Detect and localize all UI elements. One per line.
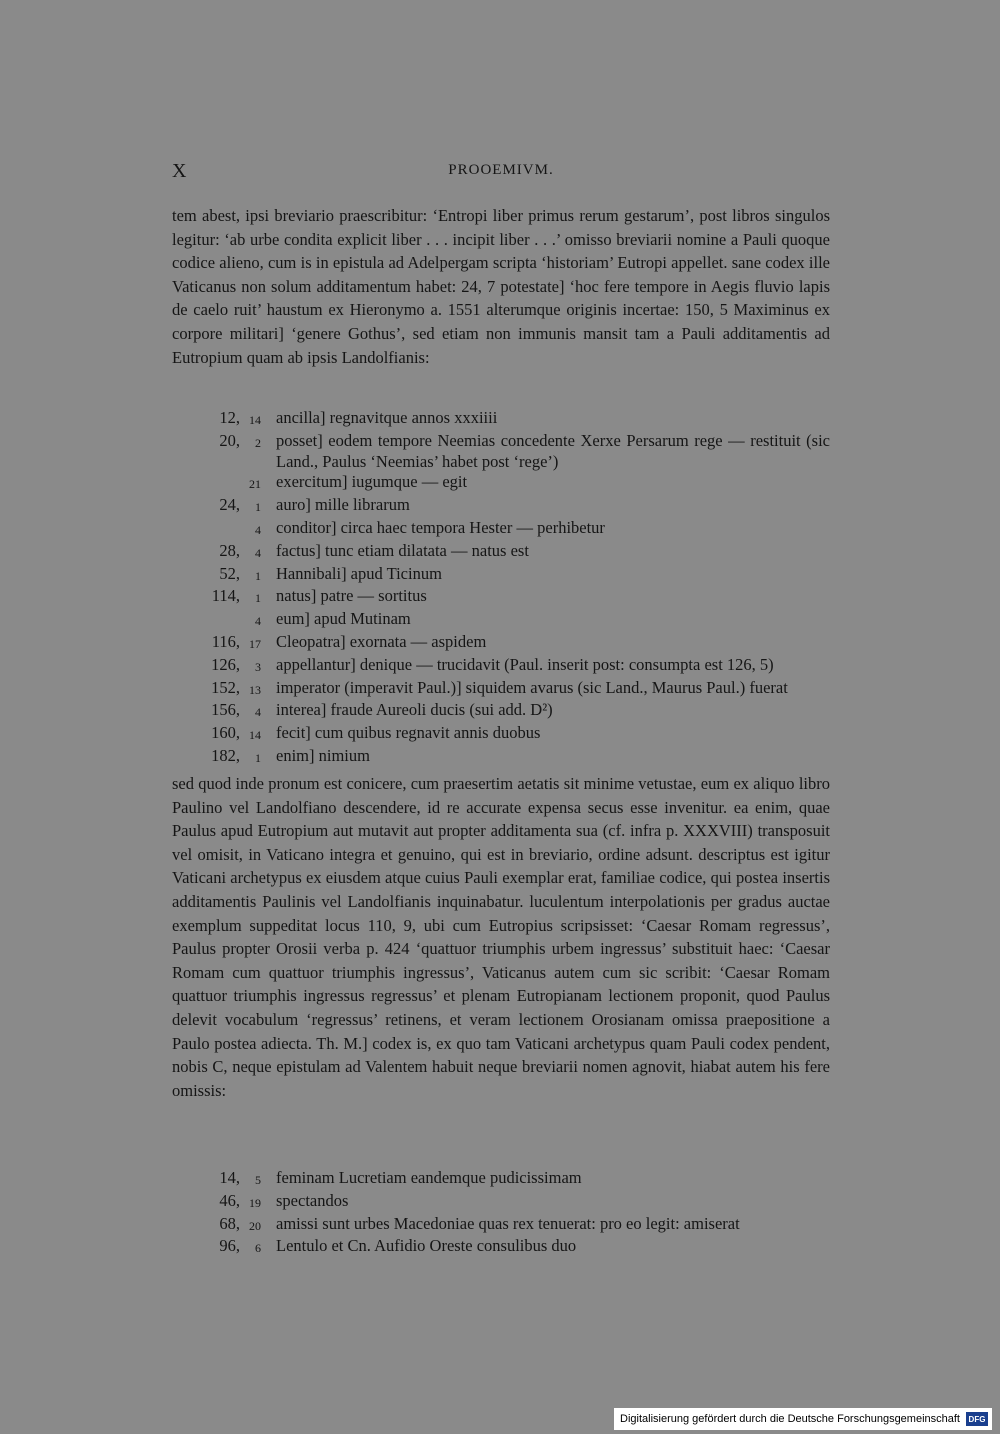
entry-text: conditor] circa haec tempora Hester — perhibetur [276, 517, 605, 537]
paragraph-1 [172, 204, 830, 369]
entry-reference: 28, [219, 540, 240, 560]
page-header [172, 160, 830, 186]
entry-text: ancilla] regnavitque annos xxxiiii [276, 408, 498, 427]
list-item [172, 678, 830, 701]
paragraph-2 [172, 772, 830, 1102]
list-item [172, 723, 830, 746]
entry-line-number: 19 [249, 1195, 261, 1210]
entry-line-number: 1 [255, 500, 261, 515]
entry-text: posset] eodem tempore Neemias concedente Xerxe Persarum rege — restituit (sic Land., Paulus ‘Neemias’ habet post ‘rege’) [276, 430, 830, 471]
entry-line-number: 3 [255, 659, 261, 674]
list-item [172, 472, 830, 495]
entry-reference: 152, [211, 677, 240, 697]
entry-line-number: 6 [255, 1241, 261, 1256]
list-item [172, 1168, 830, 1191]
entry-text: factus] tunc etiam dilatata — natus est [276, 540, 529, 560]
entry-text: appellantur] denique — trucidavit (Paul. inserit post: consumpta est 126, 5) [276, 654, 774, 674]
entry-reference: 14, [219, 1168, 240, 1187]
entry-reference: 156, [211, 700, 240, 720]
entry-line-number: 5 [255, 1173, 261, 1187]
entry-line-number: 4 [255, 522, 261, 537]
entry-reference [172, 518, 240, 541]
entry-text: eum] apud Mutinam [276, 609, 411, 629]
entry-reference: 24, [219, 495, 240, 515]
entry-reference: 116, [211, 631, 240, 651]
footer-credit [614, 1408, 992, 1430]
entry-text: Lentulo et Cn. Aufidio Oreste consulibus duo [276, 1236, 577, 1256]
entry-text: exercitum] iugumque — egit [276, 472, 468, 492]
entry-text: Cleopatra] exornata — aspidem [276, 631, 487, 651]
entry-reference [172, 472, 240, 495]
entry-line-number: 20 [249, 1218, 261, 1233]
entry-text: interea] fraude Aureoli ducis (sui add. D²) [276, 700, 553, 720]
list-item [172, 700, 830, 723]
entry-reference: 182, [211, 745, 240, 765]
running-title: PROOEMIVM. [448, 162, 554, 178]
entry-text: fecit] cum quibus regnavit annis duobus [276, 723, 541, 743]
footer-text: Digitalisierung gefördert durch die Deutsche Forschungsgemeinschaft [620, 1413, 960, 1425]
list-item [172, 586, 830, 609]
paragraph-2-text: sed quod inde pronum est conicere, cum praesertim aetatis sit minime vetustae, eum ex aliquo libro Paulino vel Landolfiano descendere, id re accurate expensa secus esse invenitur. ea enim, quae Paulus apud Eutropium aut mutavit aut propter additamenta sua (cf. infra p. XXXVIII) transposuit vel omisit, in Vaticano integra et genuino, qui est in breviario, ordine adsunt. descriptus est igitur Vaticani archetypus ex eiusdem atque cuius Pauli exemplar erat, familiae codice, qui postea insertis additamentis Paulinis vel Landolfianis inquinabatur. luculentum interpolationis per gradus auctae exemplum suppeditat locus 110, 9, ubi cum Eutropius scripsisset: ‘Caesar Romam regressus’, Paulus propter Orosii verba p. 424 ‘quattuor triumphis urbem ingressus’ substituit haec: ‘Caesar Romam cum quattuor triumphis ingressus’, Vaticanus autem cum sic scribit: ‘Caesar Romam quattuor triumphis ingressus regressus’ et plenam Eutropianam lectionem proponit, quod Paulus delevit vocabulum ‘regressus’ retinens, et veram lectionem Orosianam omissa praepositione a Paulo postea adiecta. Th. M.] codex is, ex quo tam Vaticani archetypus quam Pauli codex pendent, nobis C, neque epistulam ad Valentem habuit neque breviarii nomen agnovit, hiabat autem his fere omissis: [172, 774, 830, 1100]
entry-line-number: 1 [255, 750, 261, 765]
entry-reference: 96, [219, 1236, 240, 1256]
entry-text: imperator (imperavit Paul.)] siquidem avarus (sic Land., Maurus Paul.) fuerat [276, 677, 788, 697]
entry-line-number: 13 [249, 682, 261, 697]
list-item [172, 655, 830, 678]
entry-reference: 20, [219, 430, 240, 450]
entry-text: feminam Lucretiam eandemque pudicissimam [276, 1168, 582, 1187]
dfg-logo: DFG [966, 1412, 988, 1426]
entry-text: enim] nimium [276, 745, 370, 765]
list-item [172, 1191, 830, 1214]
entry-line-number: 1 [255, 591, 261, 606]
list-item [172, 609, 830, 632]
entry-reference: 126, [211, 654, 240, 674]
entry-text: amissi sunt urbes Macedoniae quas rex tenuerat: pro eo legit: amiserat [276, 1213, 740, 1233]
entry-text: Hannibali] apud Ticinum [276, 563, 442, 583]
entry-text: spectandos [276, 1190, 349, 1210]
entry-text: auro] mille librarum [276, 495, 410, 515]
list-item [172, 1236, 830, 1259]
entry-reference: 12, [219, 408, 240, 427]
entry-reference: 114, [211, 586, 240, 606]
list-item [172, 632, 830, 655]
entry-reference: 52, [219, 563, 240, 583]
paragraph-1-text: tem abest, ipsi breviario praescribitur: ‘Entropi liber primus rerum gestarum’, post libros singulos legitur: ‘ab urbe condita explicit liber . . . incipit liber . . .’ omisso breviarii nomine a Pauli quoque codice alieno, cum is in epistula ad Adelpergam scripta ‘historiam’ Eutropi appellet. sane codex ille Vaticanus non solum additamentum habet: 24, 7 potestate] ‘hoc fere tempore in Aegis fluvio lapis de caelo ruit’ haustum ex Hieronymo a. 1551 alterumque originis incertae: 150, 5 Maximinus ex corpore militari] ‘genere Gothus’, sed etiam non immunis mansit tam a Pauli additamentis ad Eutropium quam ab ipsis Landolfianis: [172, 206, 830, 367]
list-item [172, 1214, 830, 1237]
list-item [172, 746, 830, 769]
entry-line-number: 17 [249, 636, 261, 651]
variant-list-1 [172, 408, 830, 769]
entry-line-number: 14 [249, 413, 261, 427]
entry-line-number: 4 [255, 705, 261, 720]
variant-list-2 [172, 1168, 830, 1259]
entry-text: natus] patre — sortitus [276, 586, 427, 606]
list-item [172, 495, 830, 518]
list-item [172, 541, 830, 564]
list-item [172, 518, 830, 541]
entry-line-number: 4 [255, 545, 261, 560]
list-item [172, 564, 830, 587]
entry-reference: 160, [211, 723, 240, 743]
list-item [172, 408, 830, 431]
entry-reference: 46, [219, 1190, 240, 1210]
entry-line-number: 21 [249, 477, 261, 492]
entry-line-number: 2 [255, 435, 261, 450]
list-item [172, 431, 830, 473]
entry-line-number: 14 [249, 728, 261, 743]
entry-reference [172, 609, 240, 632]
entry-reference: 68, [219, 1213, 240, 1233]
entry-line-number: 1 [255, 568, 261, 583]
page-number: X [172, 160, 187, 182]
entry-line-number: 4 [255, 614, 261, 629]
